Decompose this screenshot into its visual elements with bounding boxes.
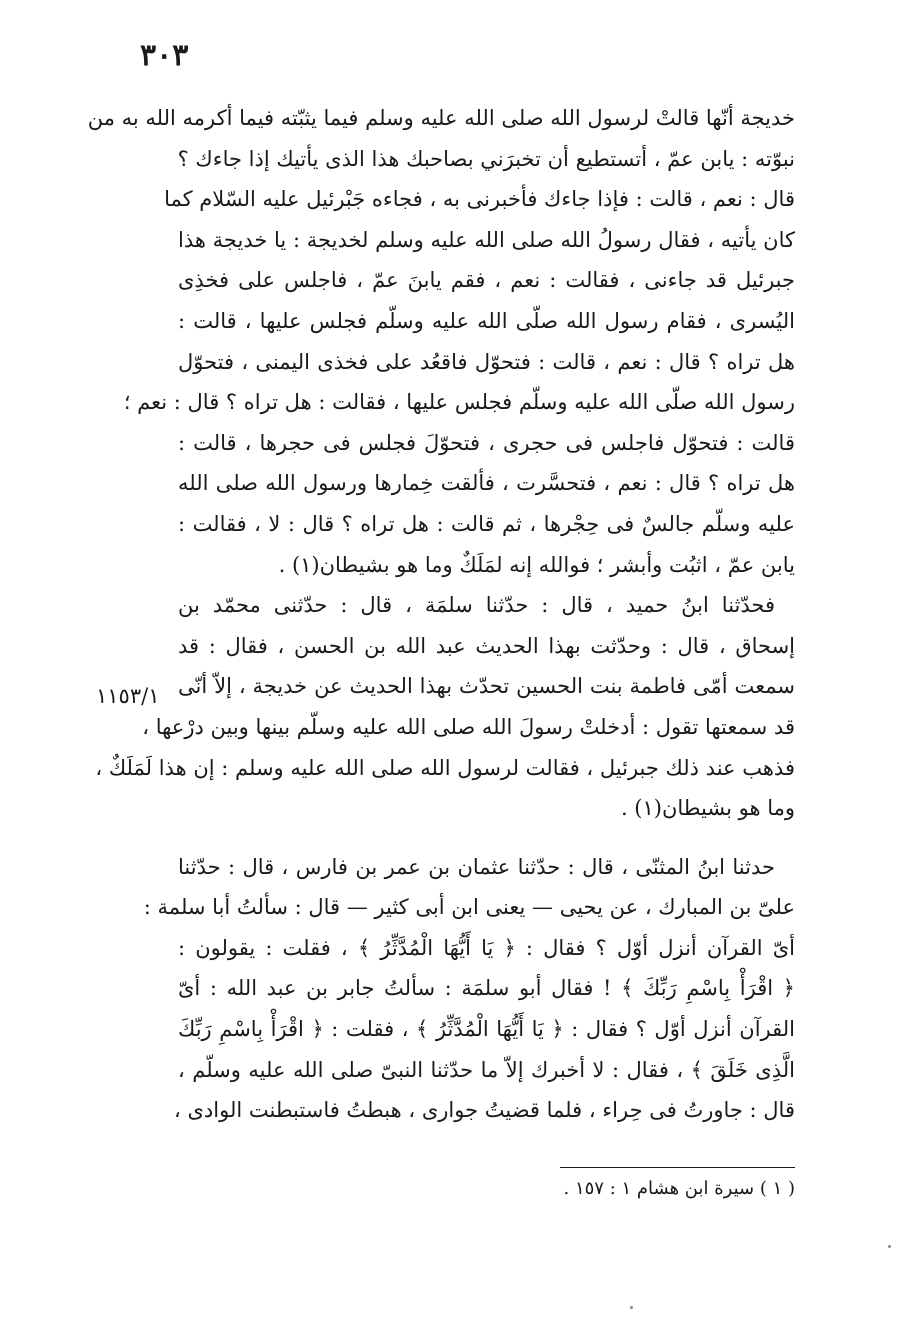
text-line: فذهب عند ذلك جبرئيل ، فقالت لرسول الله صلى الله عليه وسلم : إن هذا لَمَلَكٌ ، (95, 755, 795, 780)
text-line: هل تراه ؟ قال : نعم ، قالت : فتحوّل فاقعُد على فخذى اليمنى ، فتحوّل (178, 349, 795, 374)
text-line: عليه وسلّم جالسٌ فى حِجْرها ، ثم قالت : هل تراه ؟ قال : لا ، فقالت : (178, 511, 795, 536)
text-line: كان يأتيه ، فقال رسولُ الله صلى الله عليه وسلم لخديجة : يا خديجة هذا (178, 227, 795, 252)
text-line: إسحاق ، قال : وحدّثت بهذا الحديث عبد الله بن الحسن ، فقال : قد (178, 633, 795, 658)
scan-speck (888, 1245, 891, 1248)
paragraph-1 (87, 98, 795, 585)
text-line: وما هو بشيطان(١) . (620, 796, 795, 821)
text-line: قال : نعم ، قالت : فإذا جاءك فأخبرنى به ، فجاءه جَبْرئيل عليه السّلام كما (164, 187, 795, 212)
text-line: اليُسرى ، فقام رسول الله صلّى الله عليه وسلّم فجلس عليها ، قالت : (178, 308, 795, 333)
text-line: ﴿ اقْرَأْ بِاسْمِ رَبِّكَ ﴾ ! فقال أبو سلمَة : سألتُ جابر بن عبد الله : أىّ (178, 976, 795, 1001)
page-number: ٣٠٣ (140, 38, 189, 73)
text-line: رسول الله صلّى الله عليه وسلّم فجلس عليها ، فقالت : هل تراه ؟ قال : نعم ؛ (123, 390, 795, 415)
text-line: قال : جاورتُ فى حِراء ، فلما قضيتُ جوارى ، هبطتُ فاستبطنت الوادى ، (174, 1098, 795, 1123)
text-line: خديجة أنّها قالتْ لرسول الله صلى الله عليه وسلم فيما يثبّته فيما أكرمه الله به من (87, 106, 795, 130)
text-line: أىّ القرآن أنزل أوّل ؟ فقال : ﴿ يَا أَيُّهَا الْمُدَّثِّرُ ﴾ ، فقلت : يقولون : (178, 935, 795, 960)
text-line: علىّ بن المبارك ، عن يحيى — يعنى ابن أبى كثير — قال : سألتُ أبا سلمة : (143, 895, 795, 920)
text-line: قد سمعتها تقول : أدخلتْ رسولَ الله صلى الله عليه وسلّم بينها وبين درْعها ، (142, 714, 795, 739)
text-line: الَّذِى خَلَقَ ﴾ ، فقال : لا أخبرك إلاّ ما حدّثنا النبىّ صلى الله عليه وسلّم ، (178, 1057, 795, 1082)
margin-reference: ١١٥٣/١ (96, 684, 160, 708)
scan-speck (630, 1306, 633, 1309)
text-line: حدثنا ابنُ المثنّى ، قال : حدّثنا عثمان بن عمر بن فارس ، قال : حدّثنا (178, 854, 775, 879)
text-line: سمعت أمّى فاطمة بنت الحسين تحدّث بهذا الحديث عن خديجة ، إلاّ أنّى (178, 674, 795, 699)
paragraph-3 (143, 847, 795, 1131)
text-line: فحدّثنا ابنُ حميد ، قال : حدّثنا سلمَة ، قال : حدّثنى محمّد بن (178, 593, 775, 618)
text-line: هل تراه ؟ قال : نعم ، فتحسَّرت ، فألقت خِمارها ورسول الله صلى الله (178, 471, 795, 496)
text-line: يابن عمّ ، اثبُت وأبشر ؛ فوالله إنه لمَلَكٌ وما هو بشيطان(١) . (278, 552, 795, 577)
text-line: نبوّته : يابن عمّ ، أتستطيع أن تخبرَني بصاحبك هذا الذى يأتيك إذا جاءك ؟ (177, 146, 795, 171)
footnote-divider (560, 1167, 795, 1168)
footnote: ( ١ ) سيرة ابن هشام ١ : ١٥٧ . (563, 1178, 795, 1199)
text-line: جبرئيل قد جاءنى ، فقالت : نعم ، فقم يابنَ عمّ ، فاجلس على فخذِى (178, 268, 795, 293)
text-line: القرآن أنزل أوّل ؟ فقال : ﴿ يَا أَيُّهَا الْمُدَّثِّرُ ﴾ ، فقلت : ﴿ اقْرَأْ بِاسْمِ رَبِّكَ (178, 1017, 795, 1042)
text-line: قالت : فتحوّل فاجلس فى حجرى ، فتحوّلَ فجلس فى حجرها ، قالت : (178, 430, 795, 455)
